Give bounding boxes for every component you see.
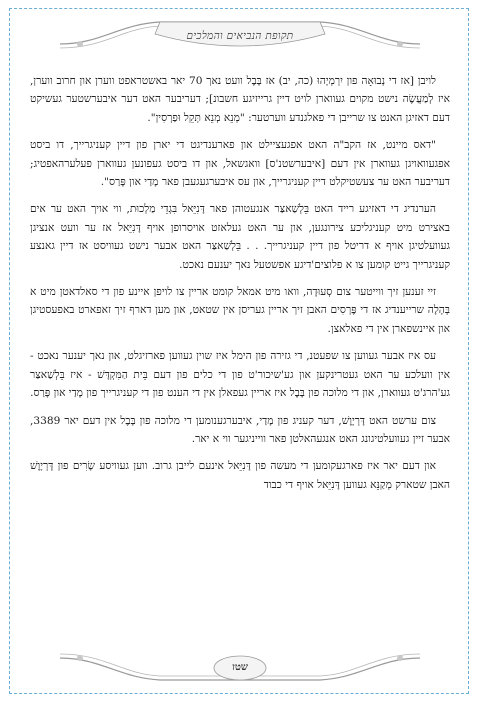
paragraph: און דעם יאר איז פארגעקומען די מעשה פון דָּנִיֵּאל אינעם לייבן גרוב. ווען געוויסע שָׂרִים פון דָּרְיָוֶשׁ האבן שטארק מְקַנֵּא געווען דָּנִיֵּאל אויף די כבוד [30,460,450,491]
page-number: שטז [232,662,248,673]
running-header-title: תקופת הנביאים והמלכים [186,30,294,42]
paragraph: "דאס מיינט, אז הקב"ה האט אפגעציילט און פארענדיגט די יארן פון דיין קעניגרייך, דו ביסט אפגעוואויגן געווארן אין דעם [איבערשטנ'ס] וואגשאל, און דו ביסט געפונען געווארן פעלערהאפטיג; דעריבער האט ער צעשטיקלט דיין קעניגרייך, און עס איבערגעגעבן פאר מָדַי און פָּרַס". [30,139,450,189]
page-header [60,14,420,60]
paragraph: הערנדיג די דאזיגע רייד האט בֵּלְשַׁאצַּר אנגעטוהן פאר דָּנִיֵּאל בִּגְדֵי מַלְכוּת, ווי אויך האט ער אים באצירט מיט קעניגליכע צירונגען, און ער האט געלאזט אויסרופן אויף דָּנִיֵּאל אז ער וועט אנציגן געוועלטיגן אויף א דריטל פון דיין קעניגרייך. . . בֵּלְשַׁאצַּר האט אבער נישט געוויסט אז דיין גאנצע קעניגרייך גייט קומען צו א פלוצים'דיגע אפשטעל נאך יענעם נאכט. [30,203,450,271]
page-body-text [30,72,450,582]
paragraph: זיי זענען זיך ווייטער צום סְעוּדָה, וואו מיט אמאל קומט אריין צו לויפן איינע פון די סאלדאטן מיט א בְּהָלָה שרייענדיג אז די פֶּרְסִים האבן זיך אריין געריסן אין שטאט, און מען דארף זיך זאפארט באפעסטיגן און איינשפארן אין די פאלאצן. [30,286,450,335]
paragraph: עס איז אבער געווען צו שפעטנ, די גזירה פון הימל איז שוין געווען פארזיגלט, און נאך יענער נאכט - אין וועלכע ער האט געטרינקען און גע'שיכור'ט פון די כלים פון דעם בֵּית הַמִּקְדָּשׁ - איז בֵּלְשַׁאצַּר גע'הרג'ט געווארן, און די מלוכה פון בָּבֶל איז אריין געפאלן אין די הענט פון די קעניגרייך פון מָדַי און פָּרַס. [30,350,450,400]
page-footer [60,644,420,690]
paragraph: צום ערשט האט דָּרְיָוֶשׁ, דער קעניג פון מָדַי, איבערגענומען די מלוכה פון בָּבֶל אין דעם יאר 3389, אבער זיין געוועלטיגונג האט אנגעהאלטן פאר ווייניגער ווי א יאר. [30,414,450,445]
paragraph: לויבן [אז די נְבוּאָה פון יִרְמְיָהוּ (כה, יב) אז בָּבֶל וועט נאך 70 יאר באשטראפט ווערן און חרוב ווערן, איז לְמַעֲשֶׂה נישט מקוים געווארן לויט דיין גרייזיגע חשבונ]; דעריבער האט דער איבערשטער געשיקט דעם דאזיגן האנט צו שרייבן די פאלגנדע ווערטער: "מְנֵא מְנֵא תְּקֵל וּפַרְסִין". [30,75,450,124]
